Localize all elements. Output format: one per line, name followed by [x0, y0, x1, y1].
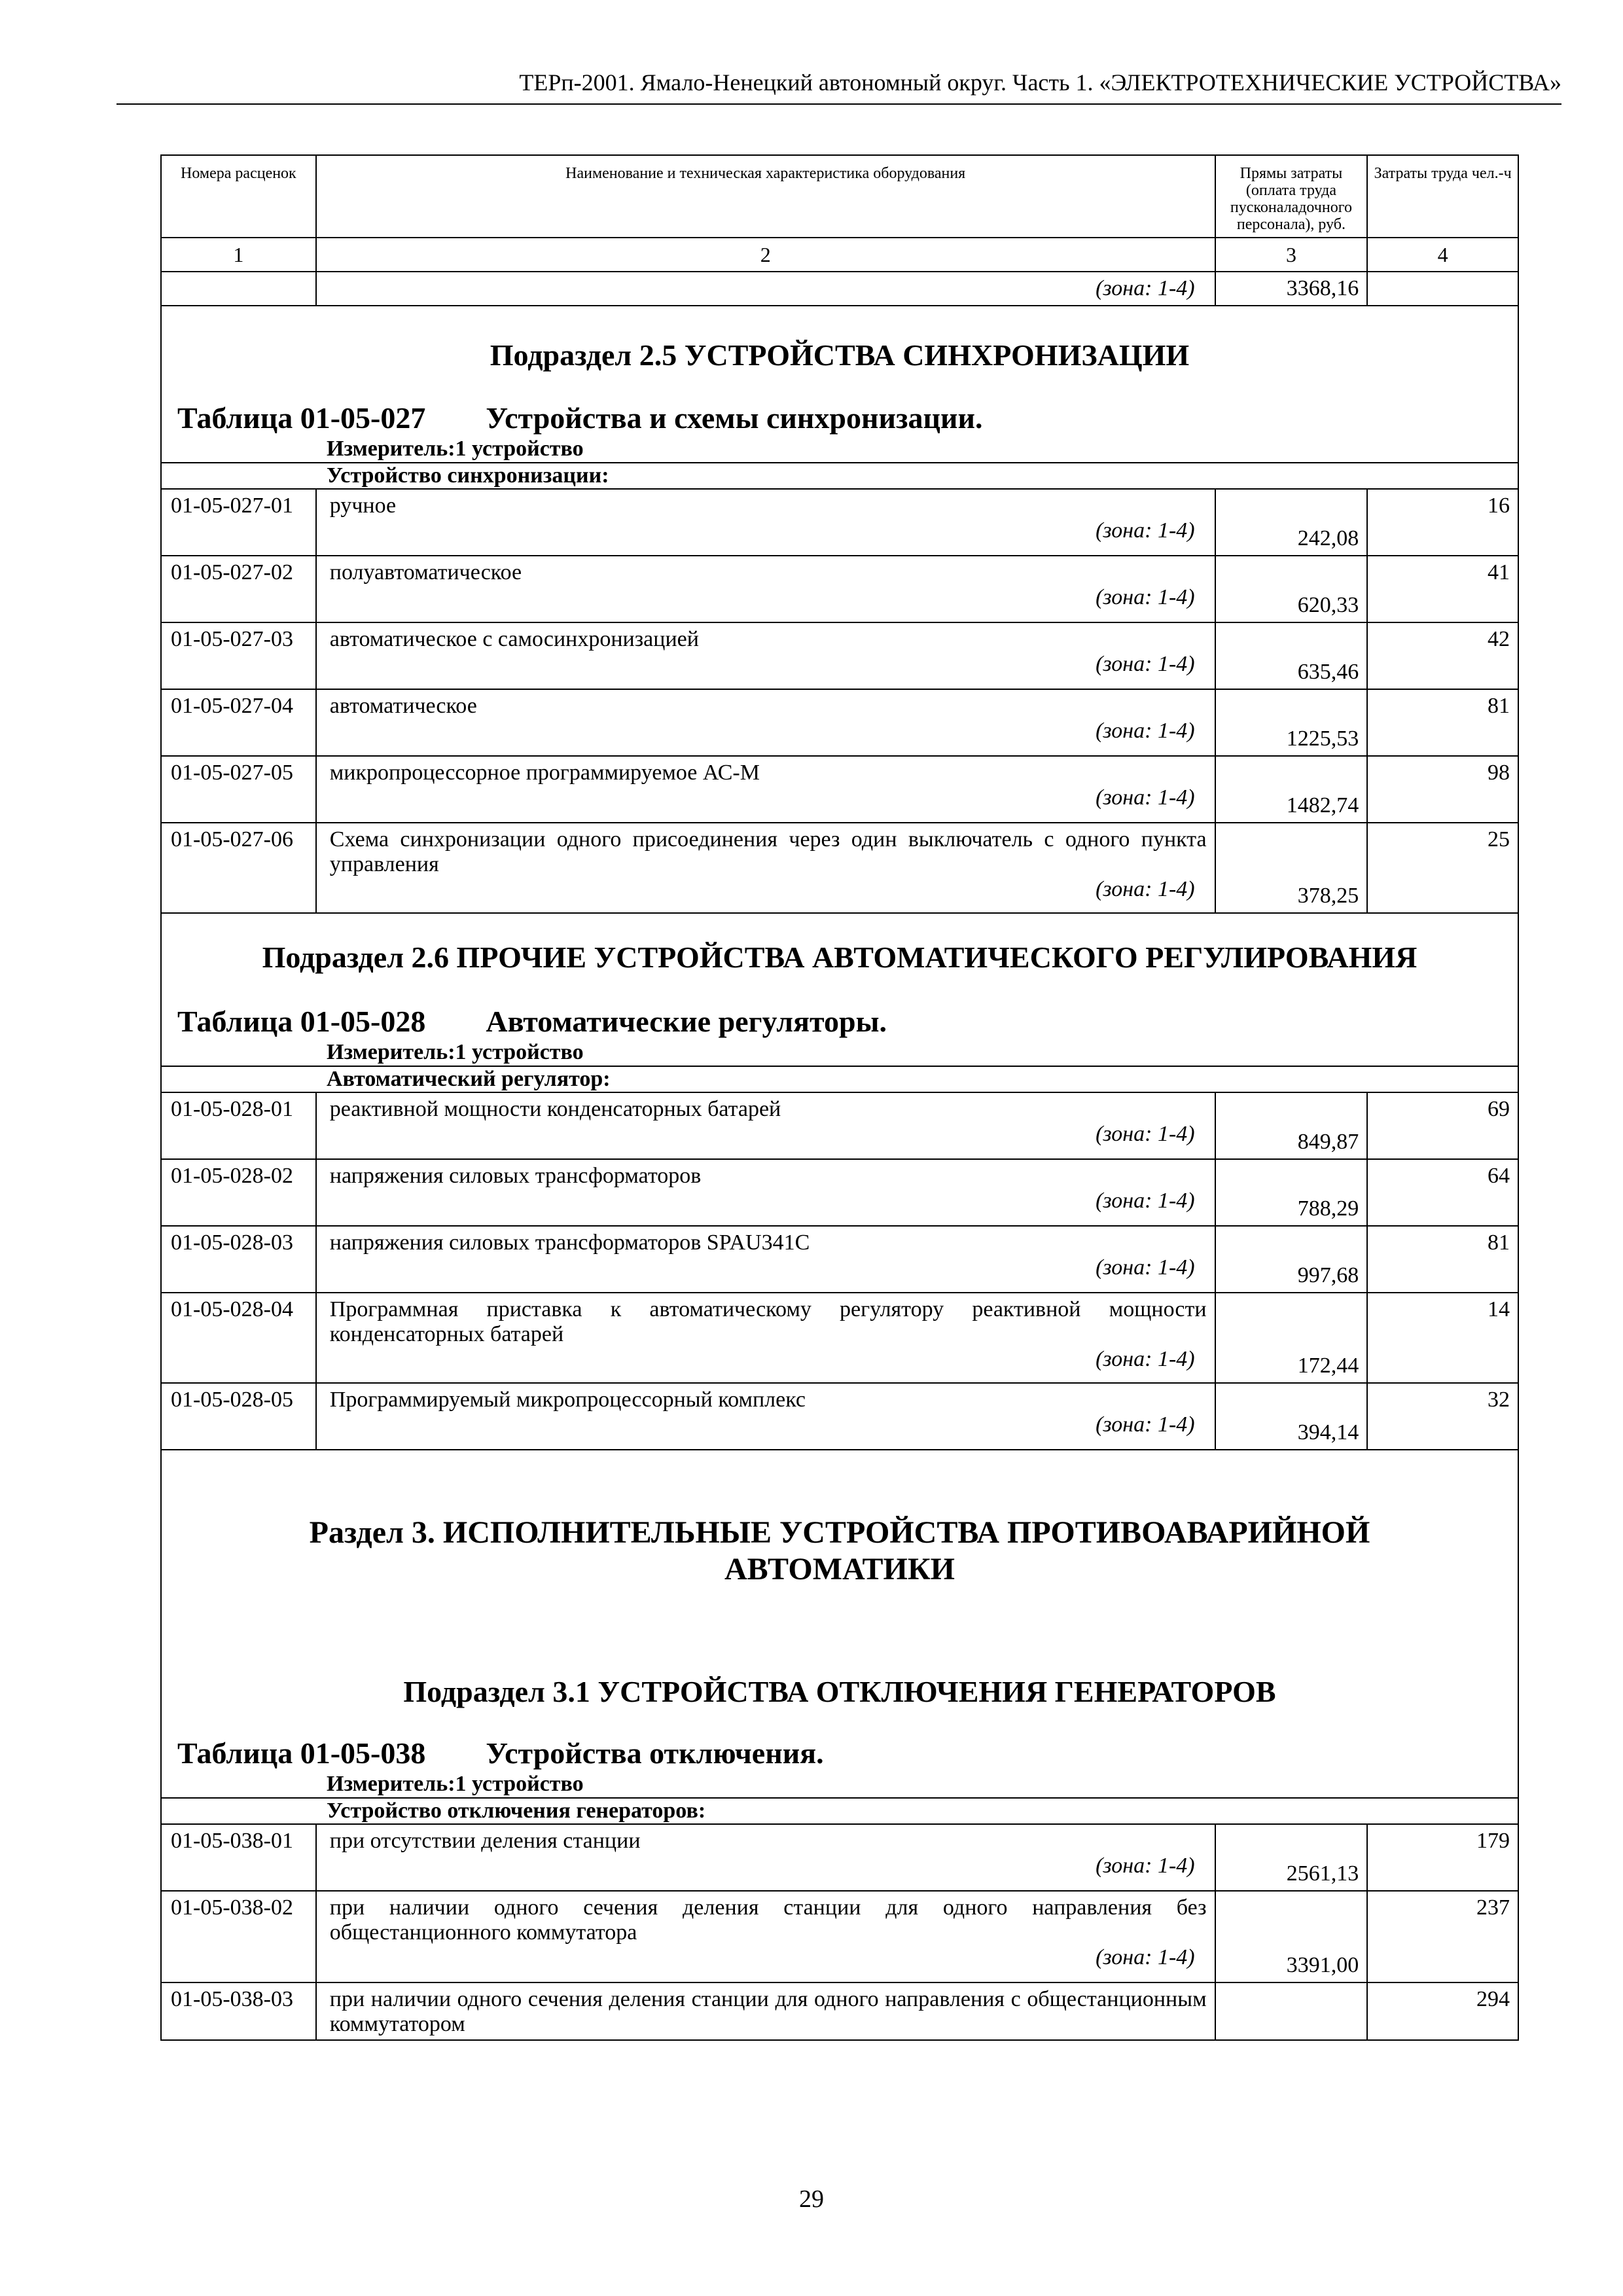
rate-description-cell — [316, 823, 1215, 913]
rate-description: автоматическое с самосинхронизацией — [329, 627, 699, 651]
zone-label: (зона: 1-4) — [1096, 1854, 1195, 1878]
direct-cost: 997,68 — [1215, 1226, 1368, 1293]
rate-code: 01-05-027-02 — [161, 556, 316, 622]
direct-cost: 620,33 — [1215, 556, 1368, 622]
zone-label: (зона: 1-4) — [1096, 518, 1195, 543]
subsection-2-5-cell — [161, 306, 1518, 463]
col-header-codes: Номера расценок — [161, 155, 316, 238]
rate-code: 01-05-028-01 — [161, 1092, 316, 1159]
zone-label: (зона: 1-4) — [1096, 1255, 1195, 1280]
rate-row — [161, 689, 1518, 756]
direct-cost: 2561,13 — [1215, 1824, 1368, 1891]
rate-description-cell — [316, 556, 1215, 622]
rate-description: Программная приставка к автоматическому регулятору реактивной мощности конденсаторных батарей — [329, 1297, 1207, 1346]
rate-description: Схема синхронизации одного присоединения через один выключатель с одного пункта управления — [329, 827, 1207, 876]
col-header-labor: Затраты труда чел.-ч — [1367, 155, 1518, 238]
labor-hours: 16 — [1367, 489, 1518, 556]
rate-code: 01-05-038-03 — [161, 1982, 316, 2040]
zone-label: (зона: 1-4) — [1096, 1122, 1195, 1146]
section-title-line2: АВТОМАТИКИ — [724, 1552, 955, 1587]
group-row — [161, 1798, 1518, 1824]
labor-hours: 42 — [1367, 622, 1518, 689]
rate-code: 01-05-028-02 — [161, 1159, 316, 1226]
carryover-zone: (зона: 1-4) — [1096, 276, 1195, 300]
group-row — [161, 463, 1518, 489]
rate-code: 01-05-028-05 — [161, 1383, 316, 1450]
labor-hours: 98 — [1367, 756, 1518, 823]
rate-code: 01-05-027-03 — [161, 622, 316, 689]
labor-hours: 179 — [1367, 1824, 1518, 1891]
rate-row — [161, 1092, 1518, 1159]
rate-description-cell — [316, 1824, 1215, 1891]
direct-cost: 242,08 — [1215, 489, 1368, 556]
rate-row — [161, 823, 1518, 913]
rate-description-cell — [316, 1092, 1215, 1159]
group-label: Устройство отключения генераторов: — [161, 1798, 1518, 1824]
rate-code: 01-05-027-01 — [161, 489, 316, 556]
rate-description-cell — [316, 489, 1215, 556]
zone-label: (зона: 1-4) — [1096, 877, 1195, 901]
rate-description: ручное — [329, 493, 397, 518]
rate-row — [161, 1982, 1518, 2040]
rate-code: 01-05-027-05 — [161, 756, 316, 823]
rate-description-cell — [316, 1383, 1215, 1450]
carryover-cost: 3368,16 — [1215, 272, 1368, 306]
subsection-title: Подраздел 3.1 УСТРОЙСТВА ОТКЛЮЧЕНИЯ ГЕНЕРАТОРОВ — [403, 1675, 1276, 1708]
labor-hours: 81 — [1367, 689, 1518, 756]
section-3-row — [161, 1450, 1518, 1798]
labor-hours: 25 — [1367, 823, 1518, 913]
rate-code: 01-05-038-01 — [161, 1824, 316, 1891]
rate-description-cell — [316, 1982, 1215, 2040]
carryover-row — [161, 272, 1518, 306]
table-title: Таблица 01-05-027 Устройства и схемы синхронизации. — [177, 401, 983, 435]
rate-description: при наличии одного сечения деления станции для одного направления без общестанционного коммутатора — [329, 1895, 1207, 1945]
rate-description: микропроцессорное программируемое АС-М — [329, 761, 760, 785]
section-title-line1: Раздел 3. ИСПОЛНИТЕЛЬНЫЕ УСТРОЙСТВА ПРОТИВОАВАРИЙНОЙ — [309, 1515, 1370, 1550]
rate-description: полуавтоматическое — [329, 560, 522, 584]
direct-cost: 1225,53 — [1215, 689, 1368, 756]
page-number: 29 — [799, 2185, 824, 2213]
rate-description-cell — [316, 689, 1215, 756]
direct-cost: 3391,00 — [1215, 1891, 1368, 1982]
labor-hours: 294 — [1367, 1982, 1518, 2040]
rate-description: напряжения силовых трансформаторов SPAU341C — [329, 1230, 810, 1255]
labor-hours: 32 — [1367, 1383, 1518, 1450]
carryover-code — [161, 272, 316, 306]
labor-hours: 64 — [1367, 1159, 1518, 1226]
labor-hours: 69 — [1367, 1092, 1518, 1159]
group-row — [161, 1066, 1518, 1092]
section-3-cell — [161, 1450, 1518, 1798]
labor-hours: 81 — [1367, 1226, 1518, 1293]
table-measure: Измеритель:1 устройство — [327, 1772, 584, 1796]
col-number-1: 1 — [161, 238, 316, 272]
rates-table — [160, 154, 1519, 2041]
rate-description-cell — [316, 1293, 1215, 1383]
rate-description-cell — [316, 756, 1215, 823]
rate-row — [161, 1824, 1518, 1891]
direct-cost: 635,46 — [1215, 622, 1368, 689]
direct-cost: 172,44 — [1215, 1293, 1368, 1383]
rate-row — [161, 489, 1518, 556]
labor-hours: 41 — [1367, 556, 1518, 622]
group-label: Устройство синхронизации: — [161, 463, 1518, 489]
header-rule — [116, 103, 1561, 105]
rate-code: 01-05-038-02 — [161, 1891, 316, 1982]
rate-code: 01-05-027-06 — [161, 823, 316, 913]
rate-code: 01-05-027-04 — [161, 689, 316, 756]
direct-cost: 788,29 — [1215, 1159, 1368, 1226]
zone-label: (зона: 1-4) — [1096, 719, 1195, 743]
rate-description-cell — [316, 1159, 1215, 1226]
zone-label: (зона: 1-4) — [1096, 1189, 1195, 1213]
col-header-description: Наименование и техническая характеристика оборудования — [316, 155, 1215, 238]
rate-code: 01-05-028-03 — [161, 1226, 316, 1293]
rate-row — [161, 1891, 1518, 1982]
zone-label: (зона: 1-4) — [1096, 585, 1195, 609]
running-header: ТЕРп-2001. Ямало-Ненецкий автономный округ. Часть 1. «ЭЛЕКТРОТЕХНИЧЕСКИЕ УСТРОЙСТВА» — [519, 69, 1561, 96]
carryover-labor — [1367, 272, 1518, 306]
rate-row — [161, 1293, 1518, 1383]
labor-hours: 237 — [1367, 1891, 1518, 1982]
rate-row — [161, 622, 1518, 689]
col-number-3: 3 — [1215, 238, 1368, 272]
rate-description: напряжения силовых трансформаторов — [329, 1164, 702, 1188]
subsection-2-6-row — [161, 913, 1518, 1066]
subsection-2-5-row — [161, 306, 1518, 463]
table-measure: Измеритель:1 устройство — [327, 1040, 584, 1064]
direct-cost: 849,87 — [1215, 1092, 1368, 1159]
rate-description: реактивной мощности конденсаторных батарей — [329, 1097, 781, 1121]
table-measure: Измеритель:1 устройство — [327, 437, 584, 461]
rate-description: автоматическое — [329, 694, 477, 718]
rate-code: 01-05-028-04 — [161, 1293, 316, 1383]
carryover-desc — [316, 272, 1215, 306]
rate-row — [161, 556, 1518, 622]
labor-hours: 14 — [1367, 1293, 1518, 1383]
direct-cost: 1482,74 — [1215, 756, 1368, 823]
subsection-title: Подраздел 2.5 УСТРОЙСТВА СИНХРОНИЗАЦИИ — [490, 338, 1190, 372]
zone-label: (зона: 1-4) — [1096, 1347, 1195, 1371]
rate-description-cell — [316, 1891, 1215, 1982]
col-number-2: 2 — [316, 238, 1215, 272]
rate-description: при отсутствии деления станции — [329, 1829, 641, 1853]
rate-row — [161, 756, 1518, 823]
zone-label: (зона: 1-4) — [1096, 1412, 1195, 1437]
direct-cost: 378,25 — [1215, 823, 1368, 913]
subsection-2-6-cell — [161, 913, 1518, 1066]
direct-cost: 394,14 — [1215, 1383, 1368, 1450]
table-title: Таблица 01-05-038 Устройства отключения. — [177, 1736, 824, 1770]
rate-description-cell — [316, 622, 1215, 689]
rate-row — [161, 1159, 1518, 1226]
rate-description: при наличии одного сечения деления станции для одного направления с общестанционным коммутатором — [329, 1987, 1207, 2036]
group-label: Автоматический регулятор: — [161, 1066, 1518, 1092]
rate-row — [161, 1226, 1518, 1293]
column-number-row — [161, 238, 1518, 272]
zone-label: (зона: 1-4) — [1096, 1945, 1195, 1969]
table-title: Таблица 01-05-028 Автоматические регуляторы. — [177, 1005, 887, 1038]
direct-cost — [1215, 1982, 1368, 2040]
zone-label: (зона: 1-4) — [1096, 652, 1195, 676]
rate-row — [161, 1383, 1518, 1450]
rate-description-cell — [316, 1226, 1215, 1293]
rate-description: Программируемый микропроцессорный комплекс — [329, 1388, 806, 1412]
col-header-direct-costs: Прямы затраты (оплата труда пусконаладочного персонала), руб. — [1215, 155, 1368, 238]
col-number-4: 4 — [1367, 238, 1518, 272]
column-header-row — [161, 155, 1518, 238]
zone-label: (зона: 1-4) — [1096, 785, 1195, 810]
subsection-title: Подраздел 2.6 ПРОЧИЕ УСТРОЙСТВА АВТОМАТИЧЕСКОГО РЕГУЛИРОВАНИЯ — [262, 941, 1418, 974]
